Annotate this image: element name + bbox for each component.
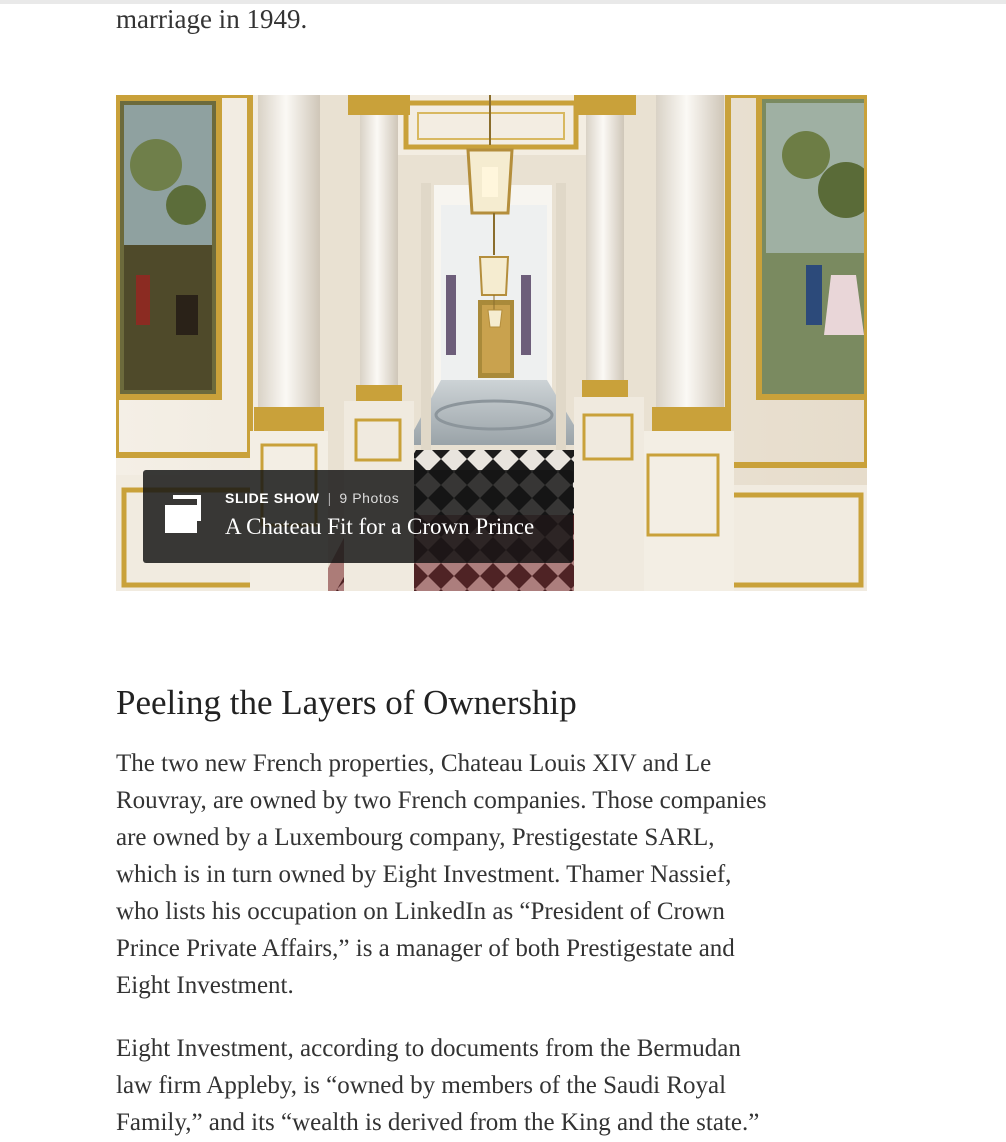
paragraph-line: who lists his occupation on LinkedIn as “President of Crown (116, 898, 725, 925)
intro-text: marriage in 1949. (116, 4, 308, 34)
paragraph-line: Eight Investment. (116, 972, 294, 999)
slideshow-kicker (225, 489, 399, 507)
paragraph-line: The two new French properties, Chateau Louis XIV and Le (116, 750, 712, 777)
body-paragraph (116, 745, 876, 1004)
paragraph-line: law firm Appleby, is “owned by members of the Saudi Royal (116, 1072, 727, 1099)
slideshow-promo[interactable] (116, 95, 867, 591)
photo-count: 9 Photos (339, 490, 400, 506)
paragraph-line: Rouvray, are owned by two French companies. Those companies (116, 787, 767, 814)
paragraph-line: Prince Private Affairs,” is a manager of both Prestigestate and (116, 935, 735, 962)
slideshow-title[interactable]: A Chateau Fit for a Crown Prince (225, 514, 535, 539)
body-paragraph (116, 1030, 876, 1141)
slideshow-caption[interactable] (143, 470, 573, 563)
slideshow-label: SLIDE SHOW (225, 490, 320, 506)
kicker-separator: | (327, 490, 332, 506)
paragraph-line: which is in turn owned by Eight Investment. Thamer Nassief, (116, 861, 732, 888)
section-heading: Peeling the Layers of Ownership (116, 683, 577, 722)
paragraph-line: are owned by a Luxembourg company, Prestigestate SARL, (116, 824, 715, 851)
paragraph-line: Eight Investment, according to documents from the Bermudan (116, 1035, 741, 1062)
gallery-icon (165, 495, 209, 535)
paragraph-line: Family,” and its “wealth is derived from the King and the state.” (116, 1109, 760, 1136)
